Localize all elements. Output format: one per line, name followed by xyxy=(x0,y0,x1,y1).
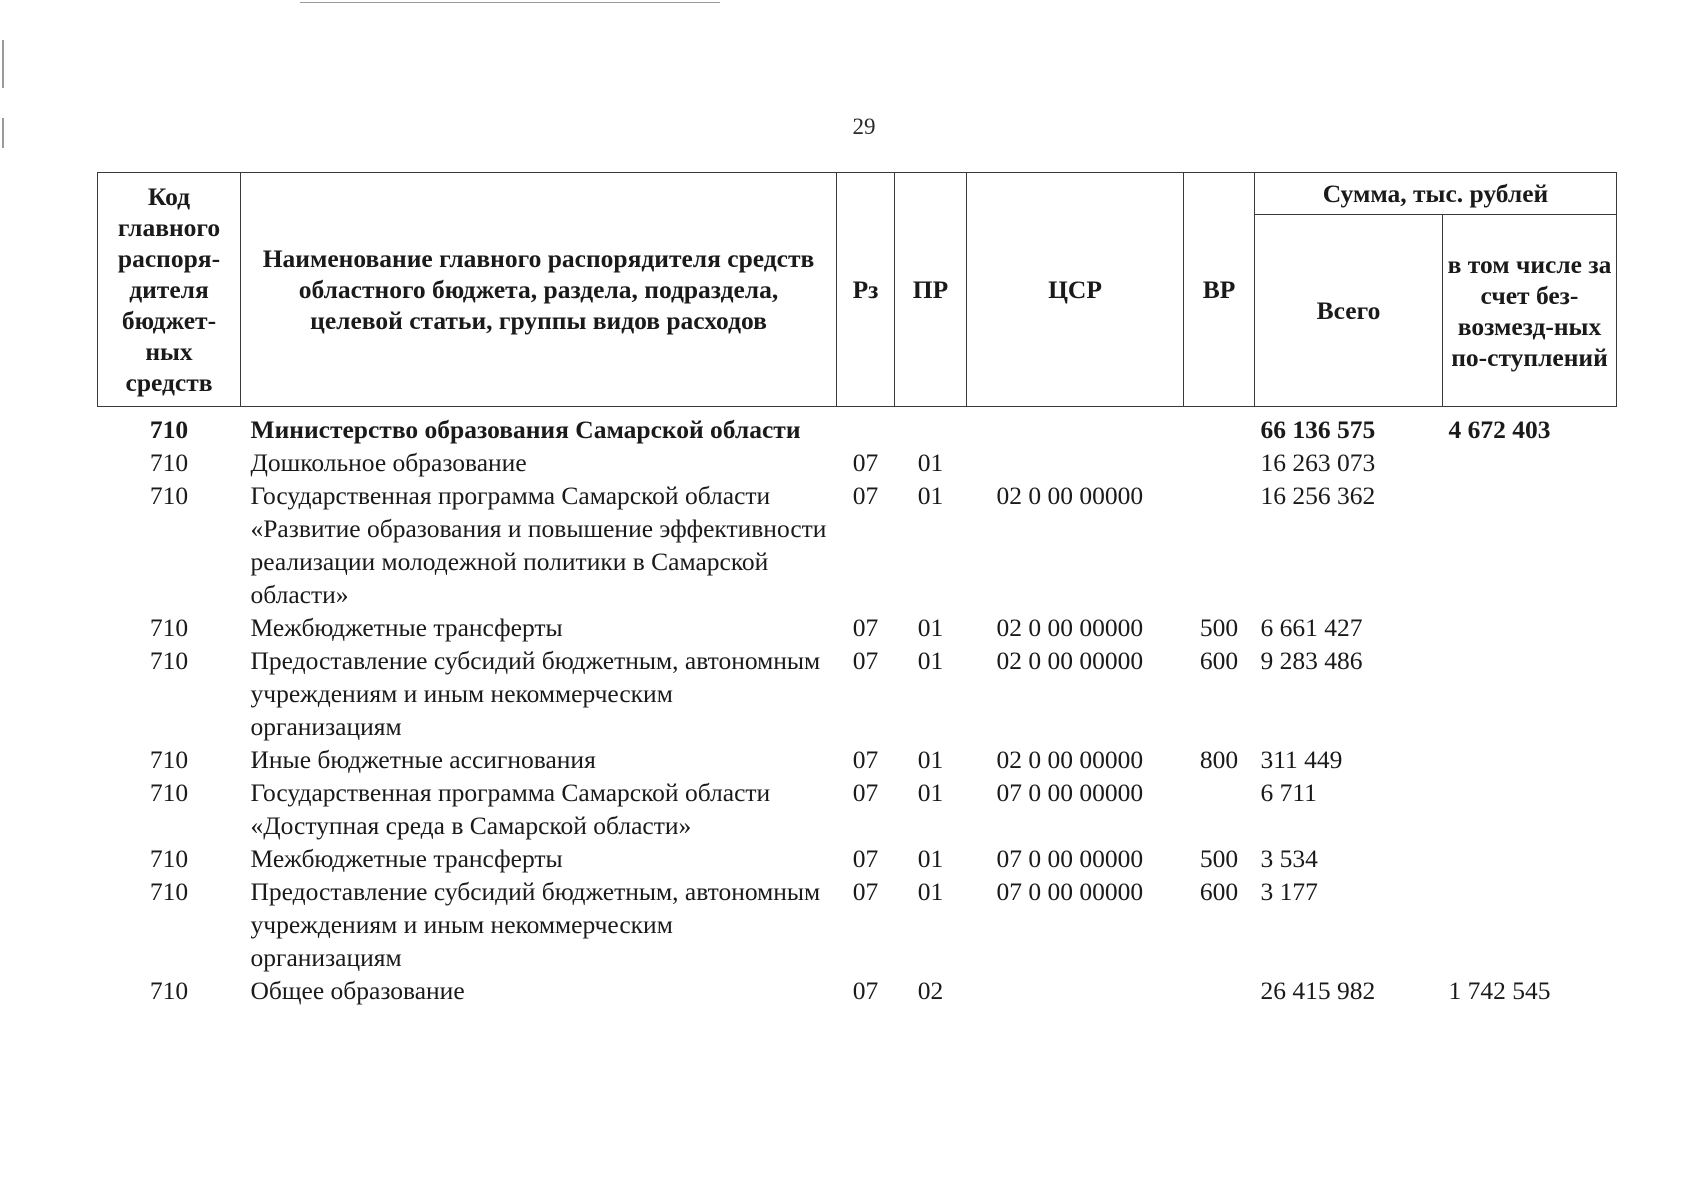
cell-pr: 01 xyxy=(917,778,944,807)
table-row xyxy=(98,407,1617,447)
table-row xyxy=(98,611,1617,644)
header-code: Код главного распоря-дителя бюджет-ных средств xyxy=(98,173,241,407)
cell-code: 710 xyxy=(149,613,189,642)
cell-rz: 07 xyxy=(852,877,879,906)
table-row xyxy=(98,743,1617,776)
cell-rz: 07 xyxy=(852,448,879,477)
cell-vr xyxy=(1184,776,1255,842)
cell-rz: 07 xyxy=(852,778,879,807)
cell-bezv xyxy=(1443,479,1617,611)
cell-rz: 07 xyxy=(852,646,879,675)
scan-edge-mark xyxy=(2,118,4,148)
cell-name: Министерство образования Самарской области xyxy=(250,415,801,444)
cell-name: Дошкольное образование xyxy=(250,448,527,477)
header-name: Наименование главного распорядителя средств областного бюджета, раздела, подраздела, целевой статьи, группы видов расходов xyxy=(241,173,837,407)
cell-vr: 600 xyxy=(1199,877,1239,906)
cell-vr xyxy=(1184,407,1255,447)
cell-rz: 07 xyxy=(852,976,879,1005)
cell-bezv xyxy=(1443,446,1617,479)
cell-rz: 07 xyxy=(852,613,879,642)
table-row xyxy=(98,776,1617,842)
cell-vr: 500 xyxy=(1199,844,1239,873)
table-row xyxy=(98,974,1617,1007)
header-vr: ВР xyxy=(1184,173,1255,407)
cell-bezv xyxy=(1443,743,1617,776)
cell-name: Межбюджетные трансферты xyxy=(250,613,563,642)
cell-csr: 02 0 00 00000 xyxy=(996,646,1144,675)
cell-csr xyxy=(967,407,1184,447)
cell-total: 26 415 982 xyxy=(1260,976,1376,1005)
cell-pr: 01 xyxy=(917,613,944,642)
table-row xyxy=(98,875,1617,974)
cell-pr xyxy=(895,407,967,447)
cell-code: 710 xyxy=(149,844,189,873)
cell-bezv xyxy=(1443,644,1617,743)
cell-code: 710 xyxy=(149,481,189,510)
cell-bezv: 4 672 403 xyxy=(1448,415,1551,444)
cell-name: Межбюджетные трансферты xyxy=(250,844,563,873)
cell-total: 311 449 xyxy=(1260,745,1343,774)
header-sum-group: Сумма, тыс. рублей xyxy=(1255,173,1617,215)
cell-csr: 07 0 00 00000 xyxy=(996,844,1144,873)
table-row xyxy=(98,446,1617,479)
cell-vr: 500 xyxy=(1199,613,1239,642)
cell-total: 3 534 xyxy=(1260,844,1318,873)
cell-total: 6 661 427 xyxy=(1260,613,1363,642)
cell-csr: 02 0 00 00000 xyxy=(996,745,1144,774)
cell-vr xyxy=(1184,446,1255,479)
cell-name: Предоставление субсидий бюджетным, автономным учреждениям и иным некоммерческим организациям xyxy=(250,646,821,741)
cell-name: Общее образование xyxy=(250,976,465,1005)
cell-pr: 01 xyxy=(917,844,944,873)
cell-rz: 07 xyxy=(852,844,879,873)
cell-pr: 01 xyxy=(917,745,944,774)
cell-pr: 01 xyxy=(917,481,944,510)
page-number: 29 xyxy=(852,114,876,139)
cell-csr xyxy=(967,446,1184,479)
cell-total: 6 711 xyxy=(1260,778,1317,807)
header-bezv: в том числе за счет без-возмезд-ных по-ступлений xyxy=(1443,215,1617,407)
cell-total: 16 263 073 xyxy=(1260,448,1376,477)
cell-name: Государственная программа Самарской области «Доступная среда в Самарской области» xyxy=(250,778,771,840)
scan-edge-mark xyxy=(2,40,4,88)
header-total: Всего xyxy=(1255,215,1443,407)
cell-bezv: 1 742 545 xyxy=(1448,976,1551,1005)
cell-code: 710 xyxy=(149,745,189,774)
cell-total: 16 256 362 xyxy=(1260,481,1376,510)
scan-edge-mark xyxy=(300,2,720,3)
table-row xyxy=(98,479,1617,611)
cell-total: 3 177 xyxy=(1260,877,1318,906)
cell-code: 710 xyxy=(149,415,189,444)
cell-bezv xyxy=(1443,611,1617,644)
cell-code: 710 xyxy=(149,778,189,807)
cell-code: 710 xyxy=(149,646,189,675)
table-row xyxy=(98,842,1617,875)
cell-vr xyxy=(1184,479,1255,611)
header-csr: ЦСР xyxy=(967,173,1184,407)
cell-bezv xyxy=(1443,776,1617,842)
cell-pr: 01 xyxy=(917,646,944,675)
cell-total: 9 283 486 xyxy=(1260,646,1363,675)
cell-csr: 07 0 00 00000 xyxy=(996,877,1144,906)
cell-code: 710 xyxy=(149,976,189,1005)
cell-rz: 07 xyxy=(852,745,879,774)
cell-pr: 01 xyxy=(917,877,944,906)
cell-csr: 02 0 00 00000 xyxy=(996,613,1144,642)
cell-code: 710 xyxy=(149,877,189,906)
budget-table xyxy=(97,172,1617,1007)
cell-name: Иные бюджетные ассигнования xyxy=(250,745,596,774)
cell-bezv xyxy=(1443,842,1617,875)
cell-csr xyxy=(967,974,1184,1007)
cell-name: Предоставление субсидий бюджетным, автономным учреждениям и иным некоммерческим организациям xyxy=(250,877,821,972)
cell-csr: 07 0 00 00000 xyxy=(996,778,1144,807)
table-header xyxy=(98,173,1617,407)
table-row xyxy=(98,644,1617,743)
cell-name: Государственная программа Самарской области «Развитие образования и повышение эффективности реализации молодежной политики в Самарской области» xyxy=(250,481,827,609)
cell-vr: 800 xyxy=(1199,745,1239,774)
header-rz: Рз xyxy=(837,173,895,407)
table-body xyxy=(98,407,1617,1008)
cell-code: 710 xyxy=(149,448,189,477)
cell-csr: 02 0 00 00000 xyxy=(996,481,1144,510)
cell-pr: 01 xyxy=(917,448,944,477)
cell-rz: 07 xyxy=(852,481,879,510)
cell-bezv xyxy=(1443,875,1617,974)
cell-vr xyxy=(1184,974,1255,1007)
cell-vr: 600 xyxy=(1199,646,1239,675)
cell-total: 66 136 575 xyxy=(1260,415,1376,444)
cell-rz xyxy=(837,407,895,447)
header-pr: ПР xyxy=(895,173,967,407)
cell-pr: 02 xyxy=(917,976,944,1005)
